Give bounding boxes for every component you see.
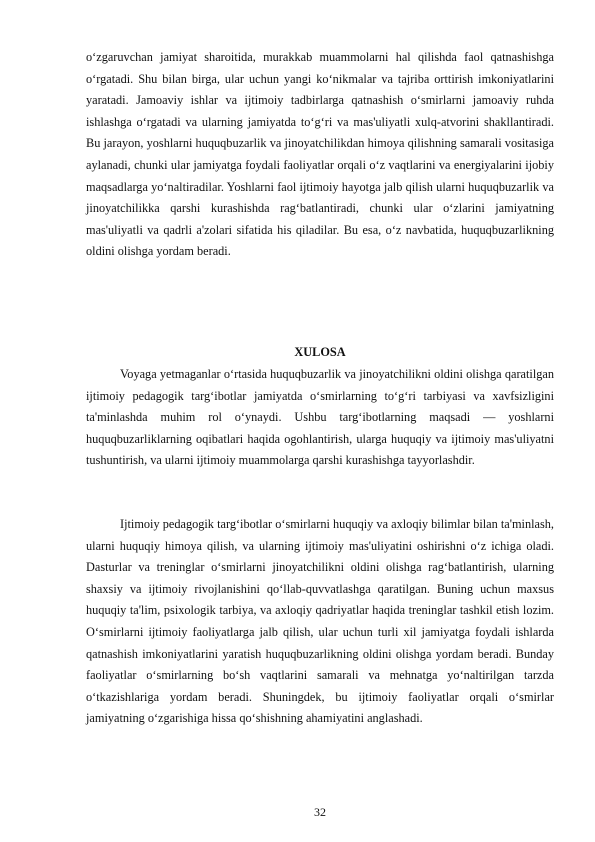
body-paragraph-1: o‘zgaruvchan jamiyat sharoitida, murakkab muammolarni hal qilishda faol qatnashishga o‘rgatadi. Shu bilan birga, ular uchun yangi ko‘nikmalar va tajriba orttirish imkoniyatlarini yaratadi. Jamoaviy ishlar va ijtimoiy tadbirlarga qatnashish o‘smirlarni jamoaviy ruhda ishlashga o‘rgatadi va ularning jamiyatda to‘g‘ri va mas'uliyatli xulq-atvorini shakllantiradi. Bu jarayon, yoshlarni huquqbuzarlik va jinoyatchilikdan himoya qilishning samarali vositasiga aylanadi, chunki ular jamiyatga foydali faoliyatlar orqali o‘z vaqtlarini va energiyalarini ijobiy maqsadlarga yo‘naltiradilar. Yoshlarni faol ijtimoiy hayotga jalb qilish ularni huquqbuzarlik va jinoyatchilikka qarshi kurashishda rag‘batlantiradi, chunki ular o‘zlarini jamiyatning mas'uliyatli va qadrli a'zolari sifatida his qiladilar. Bu esa, o‘z navbatida, huquqbuzarlikning oldini olishga yordam beradi.: [86, 50, 554, 259]
section-heading: XULOSA: [294, 345, 346, 359]
body-paragraph-3: Ijtimoiy pedagogik targ‘ibotlar o‘smirlarni huquqiy va axloqiy bilimlar bilan ta'minlash, ularni huquqiy himoya qilish, va ularning ijtimoiy mas'uliyatini oshirishni o‘z ichiga oladi. Dasturlar va treninglar o‘smirlarni jinoyatchilikni oldini olishga rag‘batlantirish, ularning shaxsiy va ijtimoiy rivojlanishini qo‘llab-quvvatlashga qaratilgan. Buning uchun maxsus huquqiy ta'lim, psixologik tarbiya, va axloqiy qadriyatlar haqida treninglar tashkil etish lozim. O‘smirlarni ijtimoiy faoliyatlarga jalb qilish, ular uchun turli xil jamiyatga foydali ishlarda qatnashish imkoniyatlarini yaratish huquqbuzarlikning oldini olishga yordam beradi. Bunday faoliyatlar o‘smirlarning bo‘sh vaqtlarini samarali va mehnatga yo‘naltirilgan tarzda o‘tkazishlariga yordam beradi. Shuningdek, bu ijtimoiy faoliyatlar orqali o‘smirlar jamiyatning o‘zgarishiga hissa qo‘shishning ahamiyatini anglashadi.: [86, 517, 554, 726]
page-number: 32: [314, 805, 326, 819]
body-paragraph-2: Voyaga yetmaganlar o‘rtasida huquqbuzarlik va jinoyatchilikni oldini olishga qaratilgan ijtimoiy pedagogik targ‘ibotlar jamiyatda o‘smirlarning to‘g‘ri tarbiyasi va xavfsizligini ta'minlashda muhim rol o‘ynaydi. Ushbu targ‘ibotlarning maqsadi — yoshlarni huquqbuzarliklarning oqibatlari haqida ogohlantirish, ularga huquqiy va ijtimoiy mas'uliyatni tushuntirish, va ularni ijtimoiy muammolarga qarshi kurashishga tayyorlashdir.: [86, 367, 554, 468]
